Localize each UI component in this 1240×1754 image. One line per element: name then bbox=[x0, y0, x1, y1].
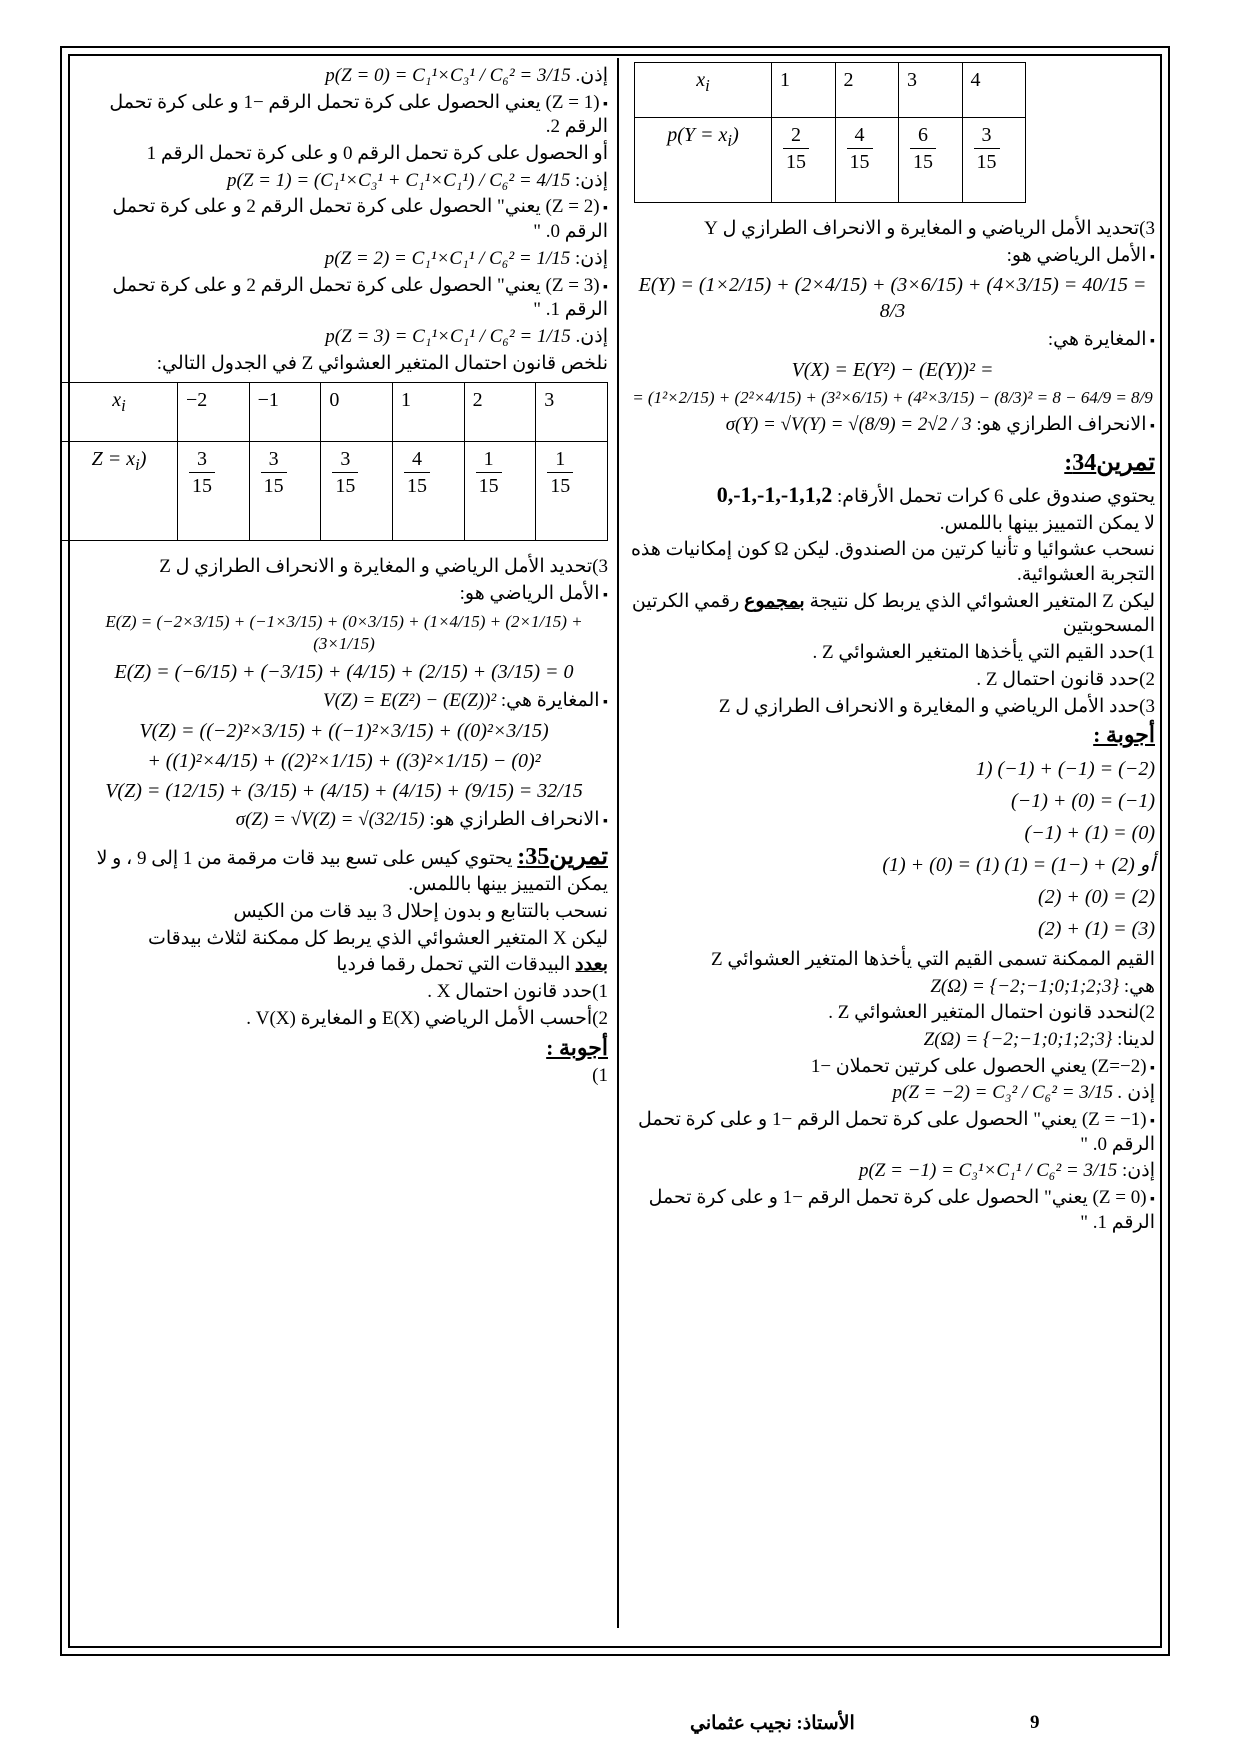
question-3-z: 3)تحديد الأمل الرياضي و المغايرة و الانحراف الطرازي ل Z bbox=[159, 556, 608, 578]
left-column bbox=[80, 62, 608, 1091]
z-2-row bbox=[80, 247, 608, 272]
table-y-value: 3 bbox=[899, 63, 963, 118]
table-z-value: 2 bbox=[464, 383, 536, 442]
exercise-35-row bbox=[80, 842, 608, 898]
values-set: Z(Ω) = {−2;−1;0;1;2;3} bbox=[930, 975, 1120, 997]
z-1-text: ▪ (Z = 1) يعني الحصول على كرة تحمل الرقم −1 و على كرة تحمل الرقم 2. bbox=[80, 91, 608, 140]
table-z-prob: $\frac{3}{15}$ bbox=[178, 442, 250, 541]
exercise-35-text-2: نسحب بالتتابع و بدون إحلال 3 بيد قات من الكيس bbox=[233, 901, 608, 923]
table-z-value: 0 bbox=[321, 383, 393, 442]
we-have-row bbox=[630, 1028, 1155, 1053]
sum-item: (−1) + (1) = (0) bbox=[1024, 821, 1155, 844]
exercise-34-digits: 0,-1,-1,-1,1,2 bbox=[716, 482, 833, 508]
sigma-row bbox=[630, 413, 1155, 438]
ez-formula-2: E(Z) = (−6/15) + (−3/15) + (4/15) + (2/15) + (3/15) = 0 bbox=[114, 660, 574, 683]
answers-title-34: أجوبة : bbox=[1093, 722, 1155, 748]
exercise-34-text-1 bbox=[630, 481, 1155, 510]
table-z-prob: $\frac{3}{15}$ bbox=[249, 442, 321, 541]
variance-label: ▪ المغايرة هي: bbox=[630, 328, 1155, 353]
vz-row bbox=[80, 689, 608, 714]
ez-formula: E(Z) = (−2×3/15) + (−1×3/15) + (0×3/15) + (1×4/15) + (2×1/15) + (3×1/15) bbox=[105, 611, 583, 653]
z-0-row bbox=[80, 64, 608, 89]
answers-title-35: أجوبة : bbox=[546, 1034, 608, 1060]
z-minus-1-label: إذن: bbox=[1122, 1160, 1155, 1182]
law-text: 2)لنحدد قانون احتمال المتغير العشوائي Z . bbox=[828, 1002, 1155, 1024]
z-minus-1-formula: p(Z = −1) = C₃¹×C₁¹ / C₆² = 3/15 bbox=[858, 1160, 1118, 1182]
exercise-34-text-4c: رقمي الكرتين المسحوبتين bbox=[631, 590, 1155, 637]
vz-label: ▪ المغايرة هي: bbox=[501, 690, 608, 711]
z-3-formula: p(Z = 3) = C₁¹×C₁¹ / C₆² = 1/15 bbox=[325, 325, 571, 347]
z-minus-2-formula: p(Z = −2) = C₃² / C₆² = 3/15 . bbox=[892, 1082, 1123, 1104]
vz-line-3: V(Z) = (12/15) + (3/15) + (4/15) + (4/15) + (9/15) = 32/15 bbox=[105, 779, 583, 802]
exercise-35-text-4 bbox=[80, 953, 608, 978]
z-3-text: ▪ (Z = 3) يعني" الحصول على كرة تحمل الرقم 2 و على كرة تحمل الرقم 1. " bbox=[80, 274, 608, 323]
z-0-text: ▪ (Z = 0) يعني" الحصول على كرة تحمل الرقم −1 و على كرة تحمل الرقم 1. " bbox=[630, 1186, 1155, 1235]
exercise-35-question-1: 1)حدد قانون احتمال X . bbox=[427, 981, 608, 1003]
exercise-34-question-2: 2)حدد قانون احتمال Z . bbox=[976, 668, 1155, 690]
z-minus-2-row bbox=[630, 1081, 1155, 1106]
table-z-prob: $\frac{1}{15}$ bbox=[536, 442, 608, 541]
z-minus-2-text: ▪ (Z=−2) يعني الحصول على كرتين تحملان −1 bbox=[630, 1055, 1155, 1080]
z-2-text: ▪ (Z = 2) يعني" الحصول على كرة تحمل الرقم 2 و على كرة تحمل الرقم 0. " bbox=[80, 195, 608, 244]
sigma-z-label: ▪ الانحراف الطرازي هو: bbox=[429, 809, 608, 830]
sigma-label: ▪ الانحراف الطرازي هو: bbox=[976, 414, 1155, 435]
exercise-34-question-1: 1)حدد القيم التي يأخذها المتغير العشوائي Z . bbox=[812, 642, 1155, 664]
exercise-34-title: تمرين34: bbox=[1064, 449, 1155, 476]
vz-formula: V(Z) = E(Z²) − (E(Z))² bbox=[322, 689, 497, 711]
exercise-35-text-3: ليكن X المتغير العشوائي الذي يربط كل ممكنة لثلاث بيدقات bbox=[147, 927, 608, 949]
exercise-35-text-4b: البيدقات التي تحمل رقما فرديا bbox=[336, 954, 571, 976]
summary-text: نلخص قانون احتمال المتغير العشوائي Z في الجدول التالي: bbox=[156, 352, 608, 374]
set-again: Z(Ω) = {−2;−1;0;1;2;3} bbox=[923, 1028, 1113, 1050]
table-z-prob: $\frac{1}{15}$ bbox=[464, 442, 536, 541]
table-y-value: 4 bbox=[962, 63, 1026, 118]
table-y-prob: $\frac{4}{15}$ bbox=[835, 118, 899, 203]
values-row bbox=[630, 975, 1155, 1000]
z-minus-1-row bbox=[630, 1159, 1155, 1184]
z-3-label: إذن. bbox=[575, 325, 608, 347]
values-text: القيم الممكنة تسمى القيم التي يأخذها المتغير العشوائي Z bbox=[710, 948, 1155, 970]
z-1-text-2: أو الحصول على كرة تحمل الرقم 0 و على كرة تحمل الرقم 1 bbox=[146, 143, 608, 165]
vz-line-2: + ((1)²×4/15) + ((2)²×1/15) + ((3)²×1/15) − (0)² bbox=[147, 749, 541, 772]
z-minus-2-label: إذن bbox=[1127, 1082, 1155, 1104]
answer-1: 1) bbox=[592, 1065, 608, 1087]
z-0-formula: p(Z = 0) = C₁¹×C₃¹ / C₆² = 3/15 bbox=[325, 65, 571, 86]
z-3-row bbox=[80, 325, 608, 350]
expectation-formula: E(Y) = (1×2/15) + (2×4/15) + (3×6/15) + (4×3/15) = 40/15 = 8/3 bbox=[638, 274, 1147, 323]
exercise-34-text-3: نسحب عشوائيا و تأنيا كرتين من الصندوق. ليكن Ω كون إمكانيات هذه التجربة العشوائية. bbox=[630, 539, 1155, 586]
probability-table-y: $x_i$ 1 2 3 4 $p(Y = x_i)$ $\frac{2}{15}$ $\frac{4}{15}$ $\frac{6}{15}$ $\frac{3}{15}$ bbox=[634, 62, 1026, 203]
table-y-value: 2 bbox=[835, 63, 899, 118]
sum-item: (2) + (1) = (3) bbox=[1038, 917, 1155, 940]
exercise-34-text-2: لا يمكن التمييز بينها باللمس. bbox=[939, 512, 1155, 534]
exercise-34-text-4a: ليكن Z المتغير العشوائي الذي يربط كل نتيجة bbox=[809, 590, 1155, 612]
variance-formula-2: = (1²×2/15) + (2²×4/15) + (3²×6/15) + (4²×3/15) − (8/3)² = 8 − 64/9 = 8/9 bbox=[632, 388, 1153, 408]
table-y-prob: $\frac{2}{15}$ bbox=[772, 118, 836, 203]
table-y-prob: $\frac{6}{15}$ bbox=[899, 118, 963, 203]
variance-formula: V(X) = E(Y²) − (E(Y))² = bbox=[791, 359, 994, 382]
sums-list bbox=[630, 756, 1155, 942]
column-divider bbox=[617, 58, 619, 1628]
author: الأستاذ: نجيب عثماني bbox=[690, 1713, 855, 1734]
table-z-value: −2 bbox=[178, 383, 250, 442]
table-z-value: 3 bbox=[536, 383, 608, 442]
exercise-34-text-4 bbox=[630, 590, 1155, 639]
exercise-34-text-4b: بمجموع bbox=[744, 590, 805, 612]
sum-item: (2) + (0) = (2) bbox=[1038, 885, 1155, 908]
table-z-value: −1 bbox=[249, 383, 321, 442]
table-z-prob: $\frac{4}{15}$ bbox=[392, 442, 464, 541]
probability-table-z: $x_i$ −2 −1 0 1 2 3 $Z = x_i$) $\frac{3}{15}$ $\frac{3}{15}$ $\frac{3}{15}$ $\frac{4}{15}$ $\frac{1}{15}$ $\frac{1}{15}$ bbox=[60, 382, 608, 541]
z-1-formula: p(Z = 1) = (C₁¹×C₃¹ + C₁¹×C₁¹) / C₆² = 4/15 bbox=[227, 169, 571, 191]
z-1-label: إذن: bbox=[575, 169, 608, 191]
values-label: هي: bbox=[1123, 975, 1155, 997]
exercise-34-question-3: 3)حدد الأمل الرياضي و المغايرة و الانحراف الطرازي ل Z bbox=[718, 695, 1155, 717]
sigma-formula: σ(Y) = √V(Y) = √(8/9) = 2√2 / 3 bbox=[725, 414, 972, 436]
z-2-formula: p(Z = 2) = C₁¹×C₁¹ / C₆² = 1/15 bbox=[324, 247, 571, 269]
exercise-35-text-4a: بعدد bbox=[575, 954, 608, 976]
exercise-35-text-1: يحتوي كيس على تسع بيد قات مرقمة من 1 إلى 9 ، و لا يمكن التمييز بينها باللمس. bbox=[96, 848, 608, 896]
table-z-prob: $\frac{3}{15}$ bbox=[321, 442, 393, 541]
z-1-row bbox=[80, 169, 608, 194]
exercise-34-intro: يحتوي صندوق على 6 كرات تحمل الأرقام: bbox=[836, 486, 1155, 508]
page-number: 9 bbox=[1030, 1712, 1040, 1733]
table-y-value: 1 bbox=[772, 63, 836, 118]
sum-item: (−1) + (0) = (−1) bbox=[1011, 789, 1155, 812]
question-3-y: 3)تحديد الأمل الرياضي و المغايرة و الانحراف الطرازي ل Y bbox=[704, 218, 1155, 239]
table-y-prob: $\frac{3}{15}$ bbox=[962, 118, 1026, 203]
z-0-label: إذن. bbox=[575, 65, 608, 86]
sum-item: (1) + (0) = (1) أو (2) + (−1) = (1) bbox=[882, 853, 1155, 876]
sigma-z-formula: σ(Z) = √V(Z) = √(32/15) bbox=[235, 808, 425, 830]
exercise-35-title: تمرين35: bbox=[517, 844, 608, 871]
we-have-label: لدينا: bbox=[1117, 1028, 1155, 1050]
right-column bbox=[630, 62, 1155, 1237]
expectation-label: ▪ الأمل الرياضي هو: bbox=[630, 244, 1155, 269]
exercise-35-question-2: 2)أحسب الأمل الرياضي E(X) و المغايرة V(X) . bbox=[246, 1007, 608, 1029]
vz-line-1: V(Z) = ((−2)²×3/15) + ((−1)²×3/15) + ((0)²×3/15) bbox=[139, 719, 549, 742]
table-z-value: 1 bbox=[392, 383, 464, 442]
sum-item: 1) (−1) + (−1) = (−2) bbox=[975, 757, 1155, 780]
ez-label: ▪ الأمل الرياضي هو: bbox=[80, 582, 608, 607]
z-minus-1-text: ▪ (Z = −1) يعني" الحصول على كرة تحمل الرقم −1 و على كرة تحمل الرقم 0. " bbox=[630, 1108, 1155, 1157]
sigma-z-row bbox=[80, 808, 608, 833]
z-2-label: إذن: bbox=[575, 247, 608, 269]
